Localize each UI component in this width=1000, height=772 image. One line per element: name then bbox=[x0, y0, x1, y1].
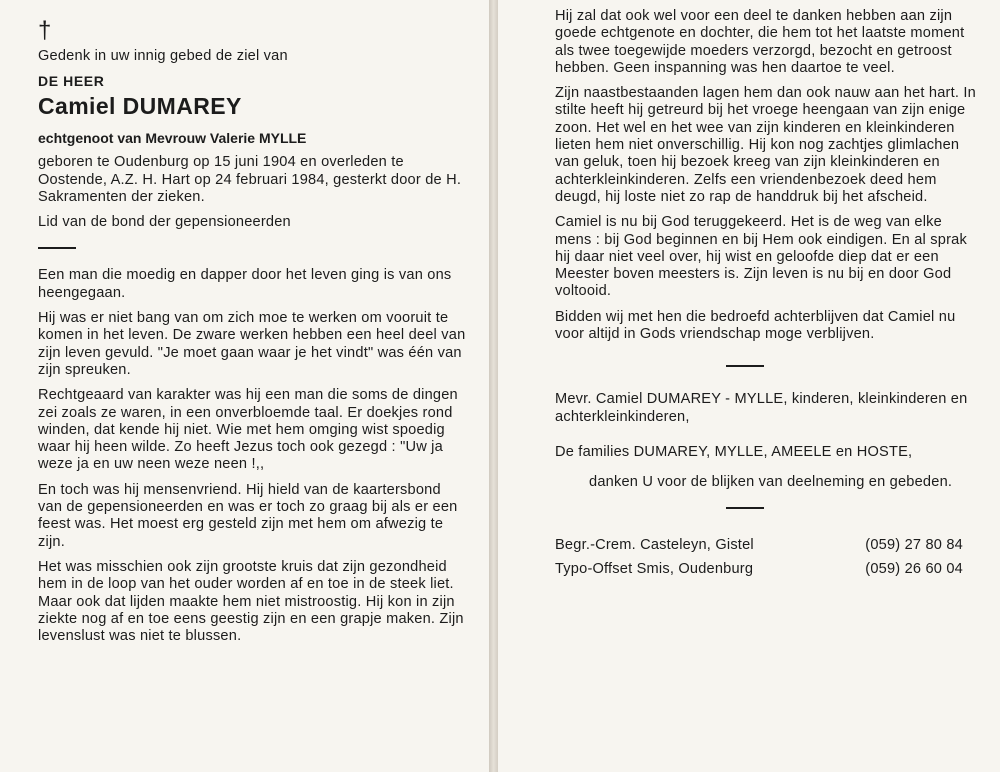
divider bbox=[726, 365, 764, 367]
family-line-1: Mevr. Camiel DUMAREY - MYLLE, kinderen, kleinkinderen en achterkleinkinderen, bbox=[555, 391, 968, 425]
divider bbox=[38, 247, 76, 249]
spouse-line: echtgenoot van Mevrouw Valerie MYLLE bbox=[38, 130, 307, 147]
paragraph: Een man die moedig en dapper door het leven ging is van ons heengegaan. bbox=[38, 267, 452, 301]
paragraph: Hij was er niet bang van om zich moe te werken om vooruit te komen in het leven. De zware werken hebben een heel deel van zijn leven gevuld. "Je moet gaan waar je het vindt" was één van zijn spreuken. bbox=[38, 310, 466, 378]
family-line-2: De families DUMAREY, MYLLE, AMEELE en HOSTE, bbox=[555, 443, 913, 460]
credit-phone: (059) 27 80 84 bbox=[865, 537, 963, 554]
credit-name: Begr.-Crem. Casteleyn, Gistel bbox=[555, 537, 754, 554]
credit-phone: (059) 26 60 04 bbox=[865, 561, 963, 578]
paragraph: Rechtgeaard van karakter was hij een man die soms de dingen zei zoals ze waren, in een onverbloemde taal. Er doekjes rond winden, dat kende hij niet. Wie met hem omging wist spoedig waar hij heen wilde. Zo heeft Jezus toch ook gezegd : "Uw ja weze ja en uw neen weze neen !,, bbox=[38, 387, 458, 473]
credits-table bbox=[555, 535, 963, 583]
birth-death-info: geboren te Oudenburg op 15 juni 1904 en overleden te Oostende, A.Z. H. Hart op 24 februari 1984, gesterkt door de H. Sakramenten der zieken. bbox=[38, 154, 462, 205]
paragraph: Het was misschien ook zijn grootste kruis dat zijn gezondheid hem in de loop van het ouder worden af en toe in de steek liet. Maar ook dat lijden maakte hem niet mistroostig. Hij kon in zijn ziekte nog af en toe eens geestig zijn en een grapje maken. Zijn levenslust was niet te blussen. bbox=[38, 558, 464, 645]
credit-row bbox=[555, 535, 963, 559]
credit-row bbox=[555, 559, 963, 583]
honorific: DE HEER bbox=[38, 73, 105, 90]
divider bbox=[726, 507, 764, 509]
left-page bbox=[0, 0, 489, 772]
credit-name: Typo-Offset Smis, Oudenburg bbox=[555, 561, 754, 578]
cross-icon: † bbox=[38, 17, 52, 44]
paragraph: Bidden wij met hen die bedroefd achterblijven dat Camiel nu voor altijd in Gods vriendschap moge verblijven. bbox=[555, 308, 956, 343]
deceased-name: Camiel DUMAREY bbox=[38, 93, 242, 120]
right-page bbox=[498, 0, 1000, 772]
paragraph: Camiel is nu bij God teruggekeerd. Het is de weg van elke mens : bij God beginnen en bij Hem ook eindigen. En al sprak hij daar niet veel over, hij wist en geloofde diep dat er een Meester boven meesters is. Zijn leven is nu bij en door God voltooid. bbox=[555, 214, 967, 300]
paragraph: Zijn naastbestaanden lagen hem dan ook nauw aan het hart. In stilte heeft hij getreurd bij het vroege heengaan van zijn enige zoon. Het wel en het wee van zijn kinderen en kleinkinderen lieten hem niet onverschillig. Hij kon nog zachtjes glimlachen van geluk, toen hij bezoek kreeg van zijn kleinkinderen en achterkleinkinderen. Zelfs een vriendenbezoek deed hem deugd, hij loste niet zo rap de handdruk bij het afscheid. bbox=[555, 85, 976, 205]
thanks-text: danken U voor de blijken van deelneming en gebeden. bbox=[589, 474, 953, 491]
intro-text: Gedenk in uw innig gebed de ziel van bbox=[38, 48, 288, 64]
paragraph: Hij zal dat ook wel voor een deel te danken hebben aan zijn goede echtgenote en dochter, die hem tot het laatste moment als twee toegewijde moeders verzorgd, bezocht en getroost hebben. Geen inspanning was hen daartoe te veel. bbox=[555, 8, 965, 76]
membership-line: Lid van de bond der gepensioneerden bbox=[38, 214, 291, 231]
page-fold bbox=[489, 0, 498, 772]
paragraph: En toch was hij mensenvriend. Hij hield van de kaartersbond van de gepensioneerden en was er toch zo graag bij als er een feest was. Het moest erg gesteld zijn met hem om afwezig te zijn. bbox=[38, 481, 458, 550]
